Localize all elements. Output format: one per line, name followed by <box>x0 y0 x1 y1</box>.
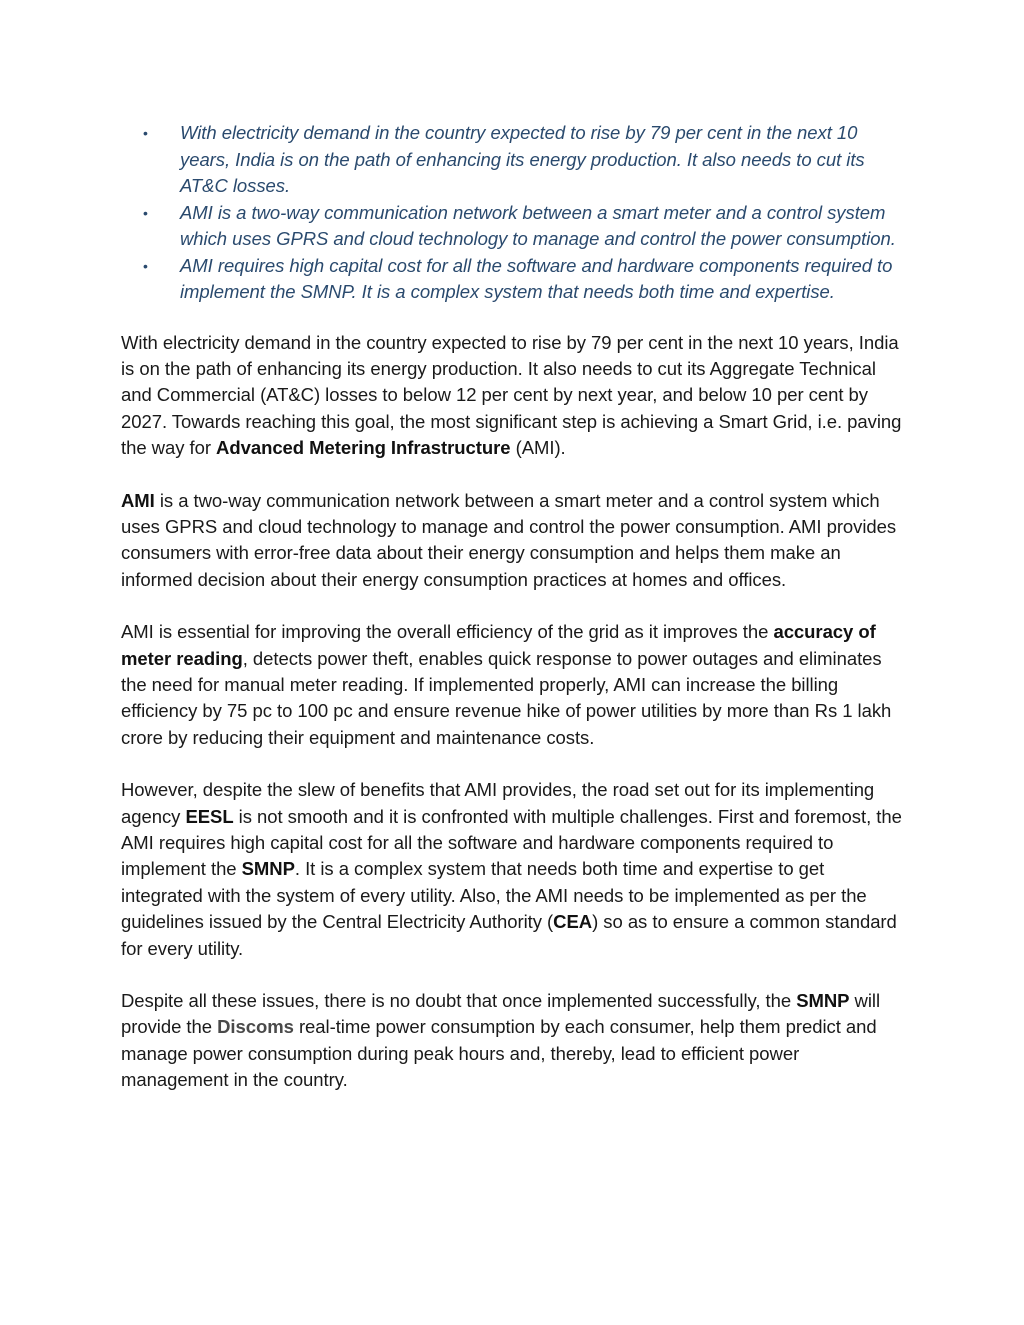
paragraph-ami-benefits <box>121 619 911 751</box>
term-accuracy-of-meter-reading: accuracy of meter reading <box>121 621 876 669</box>
term-cea: CEA <box>553 911 593 933</box>
paragraph-text: ) so as to ensure a common standard for every utility. <box>121 911 897 959</box>
summary-bullet-text: AMI requires high capital cost for all the software and hardware components required to implement the SMNP. It is a complex system that needs both time and expertise. <box>180 254 893 302</box>
paragraph-text: However, despite the slew of benefits that AMI provides, the road set out for its implementing agency <box>121 779 875 827</box>
paragraph-text: (AMI). <box>510 437 566 459</box>
paragraph-text: real-time power consumption by each consumer, help them predict and manage power consumption during peak hours and, thereby, lead to efficient power management in the country. <box>121 1016 877 1091</box>
summary-bullet-item <box>121 120 911 200</box>
paragraph-ami-definition <box>121 488 911 594</box>
term-advanced-metering-infrastructure: Advanced Metering Infrastructure <box>216 437 511 459</box>
paragraph-text: , detects power theft, enables quick response to power outages and eliminates the need for manual meter reading. If implemented properly, AMI can increase the billing efficiency by 75 pc to 100 pc and ensure revenue hike of power utilities by more than Rs 1 lakh crore by reducing their equipment and maintenance costs. <box>121 647 892 748</box>
paragraph-conclusion <box>121 988 911 1094</box>
summary-bullet-list <box>121 120 911 306</box>
summary-bullet-text: AMI is a two-way communication network between a smart meter and a control system which uses GPRS and cloud technology to manage and control the power consumption. <box>180 201 896 249</box>
paragraph-text: is not smooth and it is confronted with multiple challenges. First and foremost, the AMI requires high capital cost for all the software and hardware components required to implement the <box>121 805 902 880</box>
paragraph-text: AMI is essential for improving the overall efficiency of the grid as it improves the <box>121 621 774 643</box>
summary-bullet-item <box>121 200 911 253</box>
paragraph-challenges <box>121 777 911 962</box>
bullet-icon: • <box>143 257 148 274</box>
term-smnp: SMNP <box>796 990 850 1012</box>
summary-bullet-item <box>121 253 911 306</box>
discoms-link[interactable]: Discoms <box>217 1016 294 1038</box>
paragraph-text: Despite all these issues, there is no doubt that once implemented successfully, the <box>121 990 797 1012</box>
bullet-icon: • <box>143 204 148 221</box>
paragraph-text: is a two-way communication network between a smart meter and a control system which uses GPRS and cloud technology to manage and control the power consumption. AMI provides consumers with error-free data about their energy consumption and helps them make an informed decision about their energy consumption practices at homes and offices. <box>121 489 897 590</box>
term-smnp: SMNP <box>241 858 295 880</box>
paragraph-intro <box>121 330 911 462</box>
document-page <box>121 120 911 1120</box>
term-eesl: EESL <box>185 805 234 827</box>
paragraph-text: will provide the <box>121 990 881 1038</box>
paragraph-text: . It is a complex system that needs both time and expertise to get integrated with the system of every utility. Also, the AMI needs to be implemented as per the guidelines issued by the Central Electricity Authority ( <box>121 858 867 933</box>
term-ami: AMI <box>121 489 155 511</box>
paragraph-text: With electricity demand in the country expected to rise by 79 per cent in the next 10 years, India is on the path of enhancing its energy production. It also needs to cut its Aggregate Technical and Commercial (AT&C) losses to below 12 per cent by next year, and below 10 per cent by 2027. Towards reaching this goal, the most significant step is achieving a Smart Grid, i.e. paving the way for <box>121 331 902 459</box>
summary-bullet-text: With electricity demand in the country expected to rise by 79 per cent in the next 10 years, India is on the path of enhancing its energy production. It also needs to cut its AT&C losses. <box>180 122 865 196</box>
bullet-icon: • <box>143 125 148 141</box>
